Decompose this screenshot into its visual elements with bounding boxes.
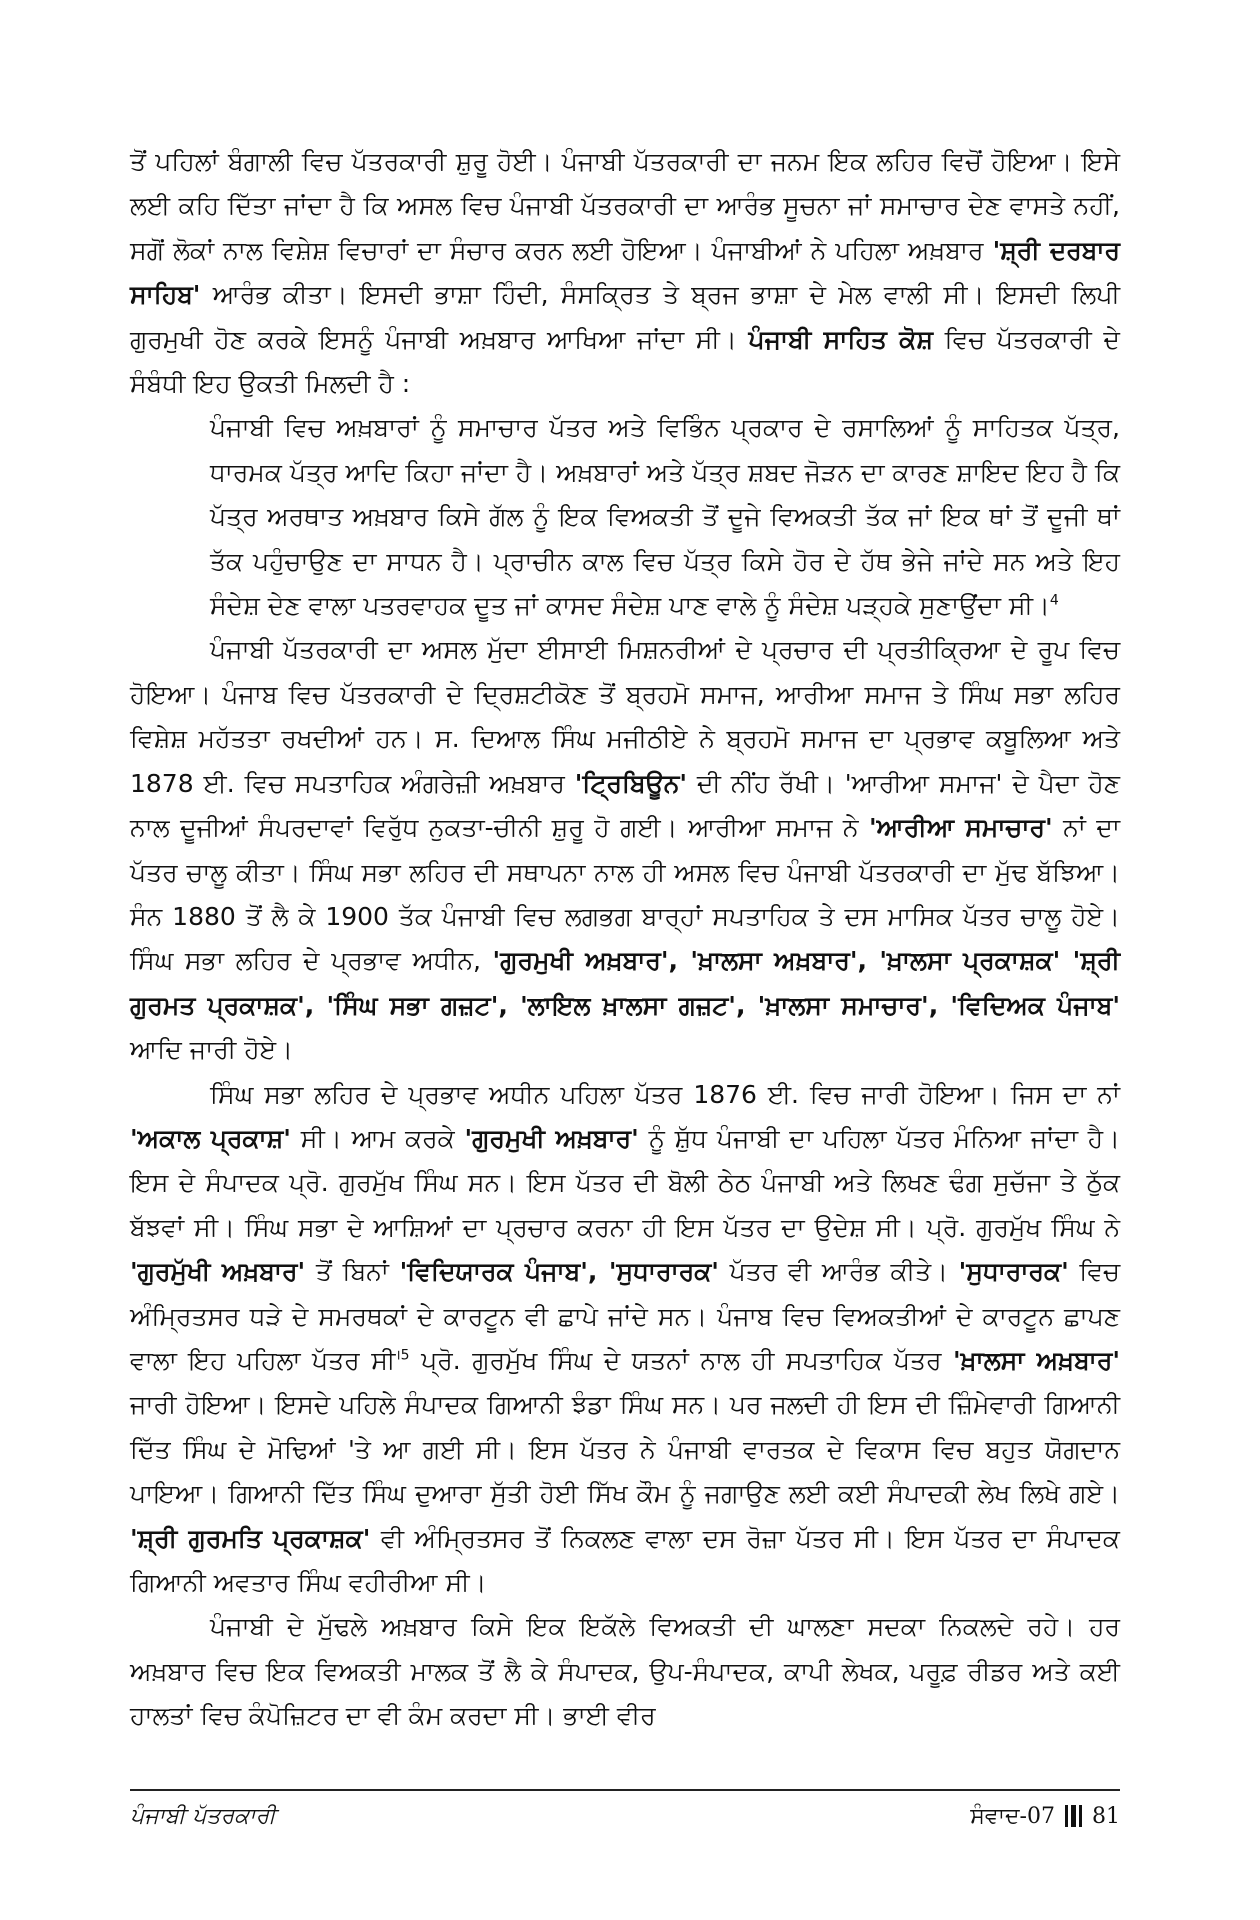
paragraph-text: ਤੋਂ ਬਿਨਾਂ	[305, 1257, 400, 1287]
paragraph-text: ਨਾਂ ਦਾ ਪੱਤਰ ਚਾਲੂ ਕੀਤਾ। ਸਿੰਘ ਸਭਾ ਲਹਿਰ ਦੀ ਸਥਾਪਨਾ ਨਾਲ ਹੀ ਅਸਲ ਵਿਚ ਪੰਜਾਬੀ ਪੱਤਰਕਾਰੀ ਦਾ ਮੁੱਢ ਬੱਝਿਆ। ਸੰਨ 1880 ਤੋਂ ਲੈ ਕੇ 1900 ਤੱਕ ਪੰਜਾਬੀ ਵਿਚ ਲਗਭਗ ਬਾਰ੍ਹਾਂ ਸਪਤਾਹਿਕ ਤੇ ਦਸ ਮਾਸਿਕ ਪੱਤਰ ਚਾਲੂ ਹੋਏ। ਸਿੰਘ ਸਭਾ ਲਹਿਰ ਦੇ ਪ੍ਰਭਾਵ ਅਧੀਨ,	[130, 813, 1121, 976]
bold-title: 'ਵਿਦਿਯਾਰਕ ਪੰਜਾਬ', 'ਸੁਧਾਰਾਰਕ'	[399, 1257, 719, 1287]
paragraph-text: ਨੂੰ ਸ਼ੁੱਧ ਪੰਜਾਬੀ ਦਾ ਪਹਿਲਾ ਪੱਤਰ ਮੰਨਿਆ ਜਾਂਦਾ ਹੈ। ਇਸ ਦੇ ਸੰਪਾਦਕ ਪ੍ਰੋ. ਗੁਰਮੁੱਖ ਸਿੰਘ ਸਨ। ਇਸ ਪੱਤਰ ਦੀ ਬੋਲੀ ਠੇਠ ਪੰਜਾਬੀ ਅਤੇ ਲਿਖਣ ਢੰਗ ਸੁਚੱਜਾ ਤੇ ਠੁੱਕ ਬੱਝਵਾਂ ਸੀ। ਸਿੰਘ ਸਭਾ ਦੇ ਆਸ਼ਿਆਂ ਦਾ ਪ੍ਰਚਾਰ ਕਰਨਾ ਹੀ ਇਸ ਪੱਤਰ ਦਾ ਉਦੇਸ਼ ਸੀ। ਪ੍ਰੋ. ਗੁਰਮੁੱਖ ਸਿੰਘ ਨੇ	[130, 1123, 1120, 1242]
bold-title: 'ਗੁਰਮੁਖੀ ਅਖ਼ਬਾਰ', 'ਖ਼ਾਲਸਾ ਅਖ਼ਬਾਰ', 'ਖ਼ਾਲਸਾ ਪ੍ਰਕਾਸ਼ਕ' 'ਸ਼੍ਰੀ ਗੁਰਮਤ ਪ੍ਰਕਾਸ਼ਕ', 'ਸਿੰਘ ਸਭਾ ਗਜ਼ਟ', 'ਲਾਇਲ ਖ਼ਾਲਸਾ ਗਜ਼ਟ', 'ਖ਼ਾਲਸਾ ਸਮਾਚਾਰ', 'ਵਿਦਿਅਕ ਪੰਜਾਬ'	[130, 946, 1120, 1020]
paragraph-text: ਪੰਜਾਬੀ ਪੱਤਰਕਾਰੀ ਦਾ ਅਸਲ ਮੁੱਦਾ ਈਸਾਈ ਮਿਸ਼ਨਰੀਆਂ ਦੇ ਪ੍ਰਚਾਰ ਦੀ ਪ੍ਰਤੀਕ੍ਰਿਆ ਦੇ ਰੂਪ ਵਿਚ ਹੋਇਆ। ਪੰਜਾਬ ਵਿਚ ਪੱਤਰਕਾਰੀ ਦੇ ਦ੍ਰਿਸ਼ਟੀਕੋਣ ਤੋਂ ਬ੍ਰਹਮੋ ਸਮਾਜ, ਆਰੀਆ ਸਮਾਜ ਤੇ ਸਿੰਘ ਸਭਾ ਲਹਿਰ ਵਿਸ਼ੇਸ਼ ਮਹੱਤਤਾ ਰਖਦੀਆਂ ਹਨ। ਸ. ਦਿਆਲ ਸਿੰਘ ਮਜੀਠੀਏ ਨੇ ਬ੍ਰਹਮੋ ਸਮਾਜ ਦਾ ਪ੍ਰਭਾਵ ਕਬੂਲਿਆ ਅਤੇ 1878 ਈ. ਵਿਚ ਸਪਤਾਹਿਕ ਅੰਗਰੇਜ਼ੀ ਅਖ਼ਬਾਰ	[130, 635, 1120, 798]
bars-ornament-icon	[1065, 1805, 1082, 1827]
footer-meta	[970, 1804, 1120, 1829]
quote-text: ਪੰਜਾਬੀ ਵਿਚ ਅਖ਼ਬਾਰਾਂ ਨੂੰ ਸਮਾਚਾਰ ਪੱਤਰ ਅਤੇ ਵਿਭਿੰਨ ਪ੍ਰਕਾਰ ਦੇ ਰਸਾਲਿਆਂ ਨੂੰ ਸਾਹਿਤਕ ਪੱਤ੍ਰ, ਧਾਰਮਕ ਪੱਤ੍ਰ ਆਦਿ ਕਿਹਾ ਜਾਂਦਾ ਹੈ। ਅਖ਼ਬਾਰਾਂ ਅਤੇ ਪੱਤ੍ਰ ਸ਼ਬਦ ਜੋੜਨ ਦਾ ਕਾਰਣ ਸ਼ਾਇਦ ਇਹ ਹੈ ਕਿ ਪੱਤ੍ਰ ਅਰਥਾਤ ਅਖ਼ਬਾਰ ਕਿਸੇ ਗੱਲ ਨੂੰ ਇਕ ਵਿਅਕਤੀ ਤੋਂ ਦੂਜੇ ਵਿਅਕਤੀ ਤੱਕ ਜਾਂ ਇਕ ਥਾਂ ਤੋਂ ਦੂਜੀ ਥਾਂ ਤੱਕ ਪਹੁੰਚਾਉਣ ਦਾ ਸਾਧਨ ਹੈ। ਪ੍ਰਾਚੀਨ ਕਾਲ ਵਿਚ ਪੱਤ੍ਰ ਕਿਸੇ ਹੋਰ ਦੇ ਹੱਥ ਭੇਜੇ ਜਾਂਦੇ ਸਨ ਅਤੇ ਇਹ ਸੰਦੇਸ਼ ਦੇਣ ਵਾਲਾ ਪਤਰਵਾਹਕ ਦੂਤ ਜਾਂ ਕਾਸਦ ਸੰਦੇਸ਼ ਪਾਣ ਵਾਲੇ ਨੂੰ ਸੰਦੇਸ਼ ਪੜ੍ਹਕੇ ਸੁਣਾਉਂਦਾ ਸੀ।	[210, 413, 1120, 621]
paragraph-2	[130, 628, 1120, 1072]
bold-title: 'ਅਕਾਲ ਪ੍ਰਕਾਸ਼'	[130, 1123, 291, 1153]
paragraph-1	[130, 140, 1120, 406]
page-footer	[130, 1798, 1120, 1834]
bold-title: 'ਟ੍ਰਿਬਿਊਨ'	[574, 768, 688, 798]
page-number: 81	[1092, 1803, 1120, 1829]
paragraph-4	[130, 1605, 1120, 1738]
paragraph-text: ਪੱਤਰ ਵੀ ਆਰੰਭ ਕੀਤੇ।	[718, 1257, 959, 1287]
paragraph-text: ਸੀ। ਆਮ ਕਰਕੇ	[290, 1123, 465, 1153]
page-body	[130, 140, 1120, 1739]
bold-title: 'ਗੁਰਮੁੱਖੀ ਅਖ਼ਬਾਰ'	[130, 1257, 306, 1287]
block-quote	[210, 406, 1120, 628]
paragraph-text: ਵਿਚ ਪੱਤਰਕਾਰੀ ਦੇ ਸੰਬੰਧੀ ਇਹ ਉਕਤੀ ਮਿਲਦੀ ਹੈ :	[130, 324, 1120, 399]
paragraph-text: ਵਿਚ ਅੰਮ੍ਰਿਤਸਰ ਧੜੇ ਦੇ ਸਮਰਥਕਾਂ ਦੇ ਕਾਰਟੂਨ ਵੀ ਛਾਪੇ ਜਾਂਦੇ ਸਨ। ਪੰਜਾਬ ਵਿਚ ਵਿਅਕਤੀਆਂ ਦੇ ਕਾਰਟੂਨ ਛਾਪਣ ਵਾਲਾ ਇਹ ਪਹਿਲਾ ਪੱਤਰ ਸੀ	[130, 1257, 1120, 1375]
footer-divider	[130, 1789, 1120, 1791]
bold-title: 'ਸ਼੍ਰੀ ਦਰਬਾਰ ਸਾਹਿਬ'	[130, 235, 1120, 310]
footnote-ref: ।5	[395, 1347, 410, 1364]
paragraph-3	[130, 1073, 1120, 1606]
paragraph-text: ਪ੍ਰੋ. ਗੁਰਮੁੱਖ ਸਿੰਘ ਦੇ ਯਤਨਾਂ ਨਾਲ ਹੀ ਸਪਤਾਹਿਕ ਪੱਤਰ	[409, 1345, 953, 1375]
paragraph-text: ਪੰਜਾਬੀ ਦੇ ਮੁੱਢਲੇ ਅਖ਼ਬਾਰ ਕਿਸੇ ਇਕ ਇਕੱਲੇ ਵਿਅਕਤੀ ਦੀ ਘਾਲਣਾ ਸਦਕਾ ਨਿਕਲਦੇ ਰਹੇ। ਹਰ ਅਖ਼ਬਾਰ ਵਿਚ ਇਕ ਵਿਅਕਤੀ ਮਾਲਕ ਤੋਂ ਲੈ ਕੇ ਸੰਪਾਦਕ, ਉਪ-ਸੰਪਾਦਕ, ਕਾਪੀ ਲੇਖਕ, ਪਰੂਫ਼ ਰੀਡਰ ਅਤੇ ਕਈ ਹਾਲਤਾਂ ਵਿਚ ਕੰਪੋਜ਼ਿਟਰ ਦਾ ਵੀ ਕੰਮ ਕਰਦਾ ਸੀ। ਭਾਈ ਵੀਰ	[130, 1612, 1120, 1731]
bold-title: ਪੰਜਾਬੀ ਸਾਹਿਤ ਕੋਸ਼	[748, 324, 933, 354]
paragraph-text: ਦੀ ਨੀਂਹ ਰੱਖੀ। 'ਆਰੀਆ ਸਮਾਜ' ਦੇ ਪੈਦਾ ਹੋਣ ਨਾਲ ਦੂਜੀਆਂ ਸੰਪਰਦਾਵਾਂ ਵਿਰੁੱਧ ਨੁਕਤਾ-ਚੀਨੀ ਸ਼ੁਰੂ ਹੋ ਗਈ। ਆਰੀਆ ਸਮਾਜ ਨੇ	[130, 768, 1120, 843]
footnote-ref: 4	[1049, 592, 1059, 609]
running-title: ਪੰਜਾਬੀ ਪੱਤਰਕਾਰੀ	[130, 1803, 276, 1829]
bold-title: 'ਗੁਰਮੁਖੀ ਅਖ਼ਬਾਰ'	[464, 1123, 639, 1153]
paragraph-text: ਵੀ ਅੰਮ੍ਰਿਤਸਰ ਤੋਂ ਨਿਕਲਣ ਵਾਲਾ ਦਸ ਰੋਜ਼ਾ ਪੱਤਰ ਸੀ। ਇਸ ਪੱਤਰ ਦਾ ਸੰਪਾਦਕ ਗਿਆਨੀ ਅਵਤਾਰ ਸਿੰਘ ਵਹੀਰੀਆ ਸੀ।	[130, 1523, 1120, 1597]
bold-title: 'ਸ਼੍ਰੀ ਗੁਰਮਤਿ ਪ੍ਰਕਾਸ਼ਕ'	[130, 1523, 371, 1553]
paragraph-text: ਆਦਿ ਜਾਰੀ ਹੋਏ।	[130, 1035, 294, 1065]
paragraph-text: ਸਿੰਘ ਸਭਾ ਲਹਿਰ ਦੇ ਪ੍ਰਭਾਵ ਅਧੀਨ ਪਹਿਲਾ ਪੱਤਰ 1876 ਈ. ਵਿਚ ਜਾਰੀ ਹੋਇਆ। ਜਿਸ ਦਾ ਨਾਂ	[210, 1079, 1120, 1109]
paragraph-text: ਜਾਰੀ ਹੋਇਆ। ਇਸਦੇ ਪਹਿਲੇ ਸੰਪਾਦਕ ਗਿਆਨੀ ਝੰਡਾ ਸਿੰਘ ਸਨ। ਪਰ ਜਲਦੀ ਹੀ ਇਸ ਦੀ ਜ਼ਿੰਮੇਵਾਰੀ ਗਿਆਨੀ ਦਿੱਤ ਸਿੰਘ ਦੇ ਮੋਢਿਆਂ 'ਤੇ ਆ ਗਈ ਸੀ। ਇਸ ਪੱਤਰ ਨੇ ਪੰਜਾਬੀ ਵਾਰਤਕ ਦੇ ਵਿਕਾਸ ਵਿਚ ਬਹੁਤ ਯੋਗਦਾਨ ਪਾਇਆ। ਗਿਆਨੀ ਦਿੱਤ ਸਿੰਘ ਦੁਆਰਾ ਸੁੱਤੀ ਹੋਈ ਸਿੱਖ ਕੌਮ ਨੂੰ ਜਗਾਉਣ ਲਈ ਕਈ ਸੰਪਾਦਕੀ ਲੇਖ ਲਿਖੇ ਗਏ।	[130, 1390, 1120, 1509]
paragraph-text: ਤੋਂ ਪਹਿਲਾਂ ਬੰਗਾਲੀ ਵਿਚ ਪੱਤਰਕਾਰੀ ਸ਼ੁਰੂ ਹੋਈ। ਪੰਜਾਬੀ ਪੱਤਰਕਾਰੀ ਦਾ ਜਨਮ ਇਕ ਲਹਿਰ ਵਿਚੋਂ ਹੋਇਆ। ਇਸੇ ਲਈ ਕਹਿ ਦਿੱਤਾ ਜਾਂਦਾ ਹੈ ਕਿ ਅਸਲ ਵਿਚ ਪੰਜਾਬੀ ਪੱਤਰਕਾਰੀ ਦਾ ਆਰੰਭ ਸੂਚਨਾ ਜਾਂ ਸਮਾਚਾਰ ਦੇਣ ਵਾਸਤੇ ਨਹੀਂ, ਸਗੋਂ ਲੋਕਾਂ ਨਾਲ ਵਿਸ਼ੇਸ਼ ਵਿਚਾਰਾਂ ਦਾ ਸੰਚਾਰ ਕਰਨ ਲਈ ਹੋਇਆ। ਪੰਜਾਬੀਆਂ ਨੇ ਪਹਿਲਾ ਅਖ਼ਬਾਰ	[130, 147, 1120, 265]
paragraph-text: ਆਰੰਭ ਕੀਤਾ। ਇਸਦੀ ਭਾਸ਼ਾ ਹਿੰਦੀ, ਸੰਸਕ੍ਰਿਤ ਤੇ ਬ੍ਰਜ ਭਾਸ਼ਾ ਦੇ ਮੇਲ ਵਾਲੀ ਸੀ। ਇਸਦੀ ਲਿਪੀ ਗੁਰਮੁਖੀ ਹੋਣ ਕਰਕੇ ਇਸਨੂੰ ਪੰਜਾਬੀ ਅਖ਼ਬਾਰ ਆਖਿਆ ਜਾਂਦਾ ਸੀ।	[130, 280, 1120, 354]
bold-title: 'ਸੁਧਾਰਾਰਕ'	[958, 1257, 1069, 1287]
series-label: ਸੰਵਾਦ-07	[970, 1803, 1055, 1829]
bold-title: 'ਆਰੀਆ ਸਮਾਚਾਰ'	[868, 813, 1053, 843]
bold-title: 'ਖ਼ਾਲਸਾ ਅਖ਼ਬਾਰ'	[953, 1345, 1120, 1375]
